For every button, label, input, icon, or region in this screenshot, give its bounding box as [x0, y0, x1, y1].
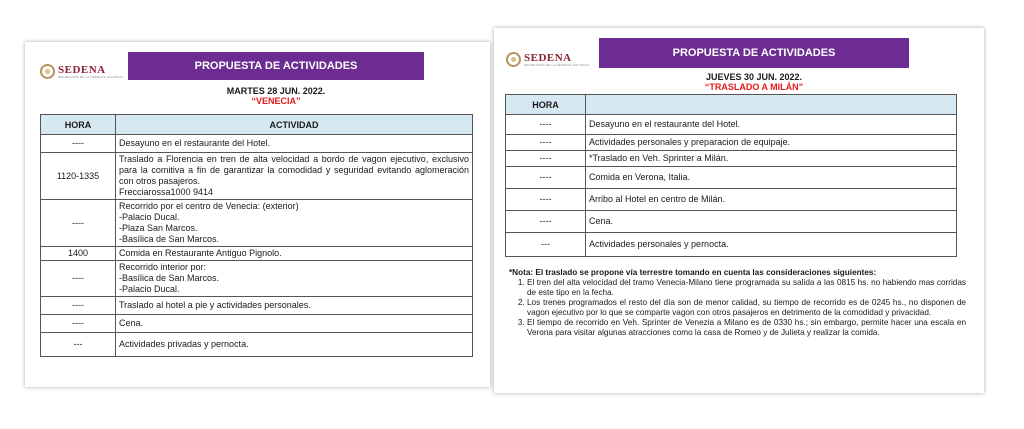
actividad-cell	[116, 135, 473, 153]
actividad-line: Recorrido por el centro de Venecia: (exterior)	[119, 201, 299, 211]
seal-icon	[506, 52, 521, 67]
actividad-line: -Plaza San Marcos.	[119, 223, 198, 233]
table-row	[41, 153, 473, 200]
actividad-line: -Palacio Ducal.	[119, 284, 180, 294]
actividad-cell	[116, 315, 473, 333]
actividad-line: Desayuno en el restaurante del Hotel.	[589, 119, 741, 129]
actividad-cell	[586, 189, 957, 211]
place-label: “TRASLADO A MILÁN”	[704, 82, 804, 92]
actividad-cell	[116, 247, 473, 261]
place-label: “VENECIA”	[251, 96, 301, 106]
actividad-line: Arribo al Hotel en centro de Milán.	[589, 194, 726, 204]
actividad-cell	[116, 297, 473, 315]
table-row	[506, 233, 957, 257]
actividad-cell	[116, 261, 473, 297]
activities-table	[505, 94, 957, 257]
actividad-cell	[586, 115, 957, 135]
actividad-line: -Basílica de San Marcos.	[119, 273, 220, 283]
hora-cell: ----	[506, 189, 586, 211]
note-item: 1. El tren del alta velocidad del tramo Venecia-Milano tiene programada su salida a las 0815 hs. no habiendo mas corridas de este tipo en la fecha.	[527, 278, 966, 298]
note-list	[509, 278, 966, 338]
logo-subtitle: SECRETARÍA DE LA DEFENSA NACIONAL	[58, 74, 124, 79]
table-row	[506, 115, 957, 135]
hora-cell: ----	[41, 135, 116, 153]
table-row	[41, 247, 473, 261]
table-row	[41, 135, 473, 153]
actividad-line: Traslado al hotel a pie y actividades personales.	[119, 300, 311, 310]
hora-header: HORA	[506, 95, 586, 115]
actividad-line: Frecciarossa1000 9414	[119, 187, 214, 197]
activities-table	[40, 114, 473, 357]
table-body	[41, 135, 473, 357]
hora-cell: ----	[506, 115, 586, 135]
note-item: 2. Los trenes programados el resto del día son de menor calidad, su tiempo de recorrido es de 0245 hs., no disponen de vagon ejecutivo por lo que se comparte vagon con otros pasajeros en detrimento de la comodidad y privacidad.	[527, 298, 966, 318]
actividad-cell	[116, 200, 473, 247]
table-row	[41, 200, 473, 247]
table-row	[41, 261, 473, 297]
note-title: *Nota: El traslado se propone vía terrestre tomando en cuenta las consideraciones siguientes:	[509, 268, 877, 277]
actividad-cell	[586, 211, 957, 233]
actividad-header	[586, 95, 957, 115]
day-heading	[128, 86, 424, 106]
hora-cell: 1400	[41, 247, 116, 261]
right-slide	[494, 28, 984, 393]
sedena-logo	[40, 64, 124, 79]
hora-cell: ----	[506, 167, 586, 189]
table-row	[506, 189, 957, 211]
hora-cell: ----	[41, 261, 116, 297]
hora-cell: ----	[506, 211, 586, 233]
actividad-line: Cena.	[119, 318, 144, 328]
hora-cell: ----	[506, 151, 586, 167]
actividad-line: Desayuno en el restaurante del Hotel.	[119, 138, 271, 148]
table-row	[41, 315, 473, 333]
table-row	[506, 211, 957, 233]
hora-cell: ----	[506, 135, 586, 151]
left-slide	[25, 42, 490, 387]
actividad-line: Traslado a Florencia en tren de alta velocidad a bordo de vagon ejecutivo, exclusivo para la comitiva a fin de garantizar la comodidad y seguridad evitando aglomeración con otros pasajeros.	[119, 154, 469, 186]
actividad-line: Actividades personales y preparacion de equipaje.	[589, 137, 791, 147]
table-row	[506, 151, 957, 167]
date-label: JUEVES 30 JUN. 2022.	[705, 72, 803, 82]
hora-cell: 1120-1335	[41, 153, 116, 200]
actividad-line: Actividades personales y pernocta.	[589, 239, 729, 249]
actividad-cell	[586, 167, 957, 189]
hora-cell: ---	[41, 333, 116, 357]
actividad-cell	[586, 151, 957, 167]
logo-name: SEDENA	[524, 51, 572, 64]
hora-cell: ----	[41, 200, 116, 247]
actividad-line: Cena.	[589, 216, 614, 226]
day-heading	[599, 72, 909, 92]
sedena-logo	[506, 52, 590, 67]
title-banner: PROPUESTA DE ACTIVIDADES	[128, 52, 424, 80]
table-body	[506, 115, 957, 257]
date-label: MARTES 28 JUN. 2022.	[226, 86, 326, 96]
actividad-line: Comida en Verona, Italia.	[589, 172, 691, 182]
actividad-cell	[586, 135, 957, 151]
logo-name: SEDENA	[58, 63, 106, 76]
table-row	[41, 333, 473, 357]
actividad-line: Comida en Restaurante Antiguo Pignolo.	[119, 248, 282, 258]
hora-cell: ----	[41, 315, 116, 333]
actividad-line: -Palacio Ducal.	[119, 212, 180, 222]
actividad-cell	[116, 333, 473, 357]
note-section	[509, 268, 966, 338]
logo-subtitle: SECRETARÍA DE LA DEFENSA NACIONAL	[524, 62, 590, 67]
actividad-cell	[586, 233, 957, 257]
actividad-line: -Basílica de San Marcos.	[119, 234, 220, 244]
note-item: 3. El tiempo de recorrido en Veh. Sprinter de Venezia a Milano es de 0330 hs.; sin embargo, permite hacer una escala en Verona para visitar algunas atracciones como la casa de Romeo y de Julieta y realizar la comida.	[527, 318, 966, 338]
seal-icon	[40, 64, 55, 79]
table-row	[41, 297, 473, 315]
table-row	[506, 167, 957, 189]
actividad-cell	[116, 153, 473, 200]
hora-cell: ----	[41, 297, 116, 315]
hora-cell: ---	[506, 233, 586, 257]
actividad-line: *Traslado en Veh. Sprinter a Milán.	[589, 153, 729, 163]
table-row	[506, 135, 957, 151]
actividad-header: ACTIVIDAD	[116, 115, 473, 135]
title-banner: PROPUESTA DE ACTIVIDADES	[599, 38, 909, 68]
hora-header: HORA	[41, 115, 116, 135]
actividad-line: Recorrido interior por:	[119, 262, 207, 272]
actividad-line: Actividades privadas y pernocta.	[119, 339, 249, 349]
